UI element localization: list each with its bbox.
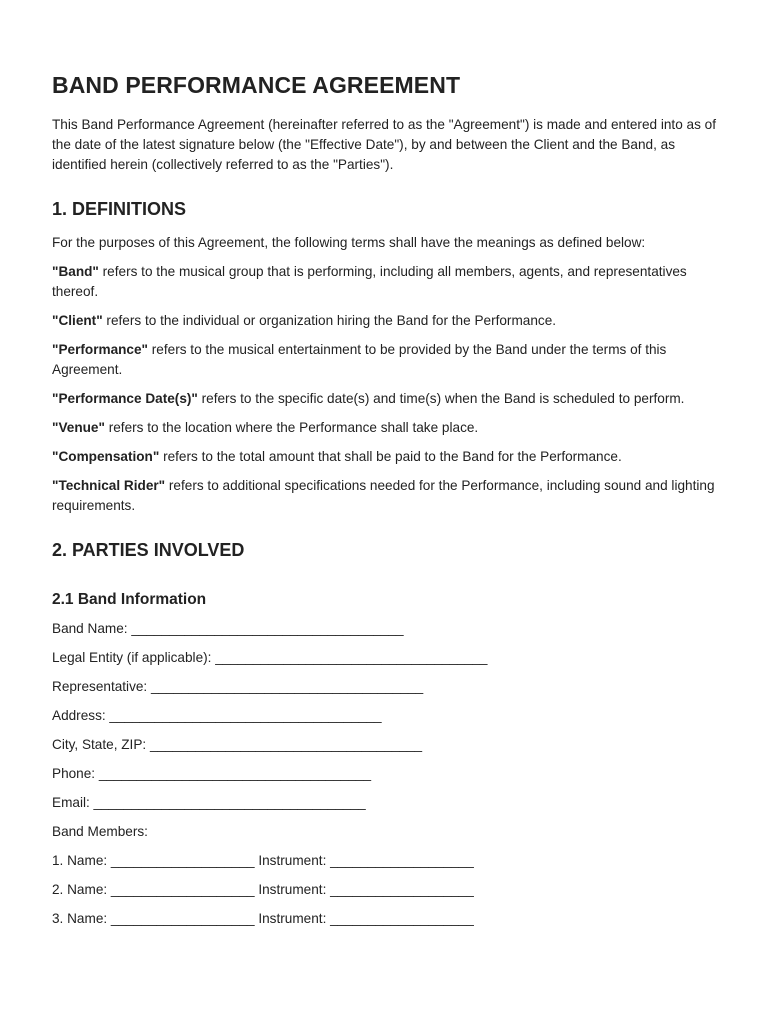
- band-member-3-field[interactable]: 3. Name: ___________________ Instrument: ___________________: [52, 911, 474, 926]
- definition-venue: [52, 418, 722, 438]
- definition-band: [52, 262, 722, 302]
- band-member-1-field[interactable]: 1. Name: ___________________ Instrument: ___________________: [52, 853, 474, 868]
- definition-term: "Venue": [52, 420, 105, 435]
- definition-term: "Compensation": [52, 449, 160, 464]
- definition-technical-rider: [52, 476, 722, 516]
- representative-field[interactable]: Representative: ____________________________________: [52, 679, 424, 694]
- definition-text: refers to the musical group that is performing, including all members, agents, and representatives thereof.: [52, 264, 687, 299]
- band-name-field[interactable]: Band Name: ____________________________________: [52, 621, 404, 636]
- definitions-intro: For the purposes of this Agreement, the following terms shall have the meanings as defined below:: [52, 235, 646, 250]
- email-field[interactable]: Email: ____________________________________: [52, 795, 366, 810]
- city-state-zip-field[interactable]: City, State, ZIP: ____________________________________: [52, 737, 423, 752]
- definition-term: "Client": [52, 313, 103, 328]
- address-field[interactable]: Address: ____________________________________: [52, 708, 382, 723]
- definition-text: refers to the musical entertainment to be provided by the Band under the terms of this Agreement.: [52, 342, 667, 377]
- definition-text: refers to the individual or organization hiring the Band for the Performance.: [102, 313, 557, 328]
- definition-text: refers to the specific date(s) and time(s) when the Band is scheduled to perform.: [197, 391, 685, 406]
- definitions-heading: 1. DEFINITIONS: [52, 199, 187, 219]
- band-members-label: Band Members:: [52, 824, 148, 839]
- band-info-heading: 2.1 Band Information: [52, 591, 207, 608]
- document-page: [52, 72, 722, 938]
- definition-performance-dates: [52, 389, 722, 409]
- legal-entity-field[interactable]: Legal Entity (if applicable): ____________________________________: [52, 650, 488, 665]
- definition-term: "Technical Rider": [52, 478, 166, 493]
- phone-field[interactable]: Phone: ____________________________________: [52, 766, 372, 781]
- definition-text: refers to the total amount that shall be paid to the Band for the Performance.: [159, 449, 622, 464]
- definition-text: refers to additional specifications needed for the Performance, including sound and lighting requirements.: [52, 478, 715, 513]
- definition-term: "Performance Date(s)": [52, 391, 198, 406]
- definition-term: "Band": [52, 264, 99, 279]
- definition-text: refers to the location where the Performance shall take place.: [104, 420, 479, 435]
- parties-heading: 2. PARTIES INVOLVED: [52, 540, 245, 560]
- definition-compensation: [52, 447, 722, 467]
- definition-performance: [52, 340, 722, 380]
- definition-client: [52, 311, 722, 331]
- document-title: BAND PERFORMANCE AGREEMENT: [52, 72, 461, 98]
- definition-term: "Performance": [52, 342, 148, 357]
- band-member-2-field[interactable]: 2. Name: ___________________ Instrument: ___________________: [52, 882, 474, 897]
- intro-paragraph: This Band Performance Agreement (hereinafter referred to as the "Agreement") is made and entered into as of the date of the latest signature below (the "Effective Date"), by and between the Client and the Band, as identified herein (collectively referred to as the "Parties").: [52, 117, 717, 172]
